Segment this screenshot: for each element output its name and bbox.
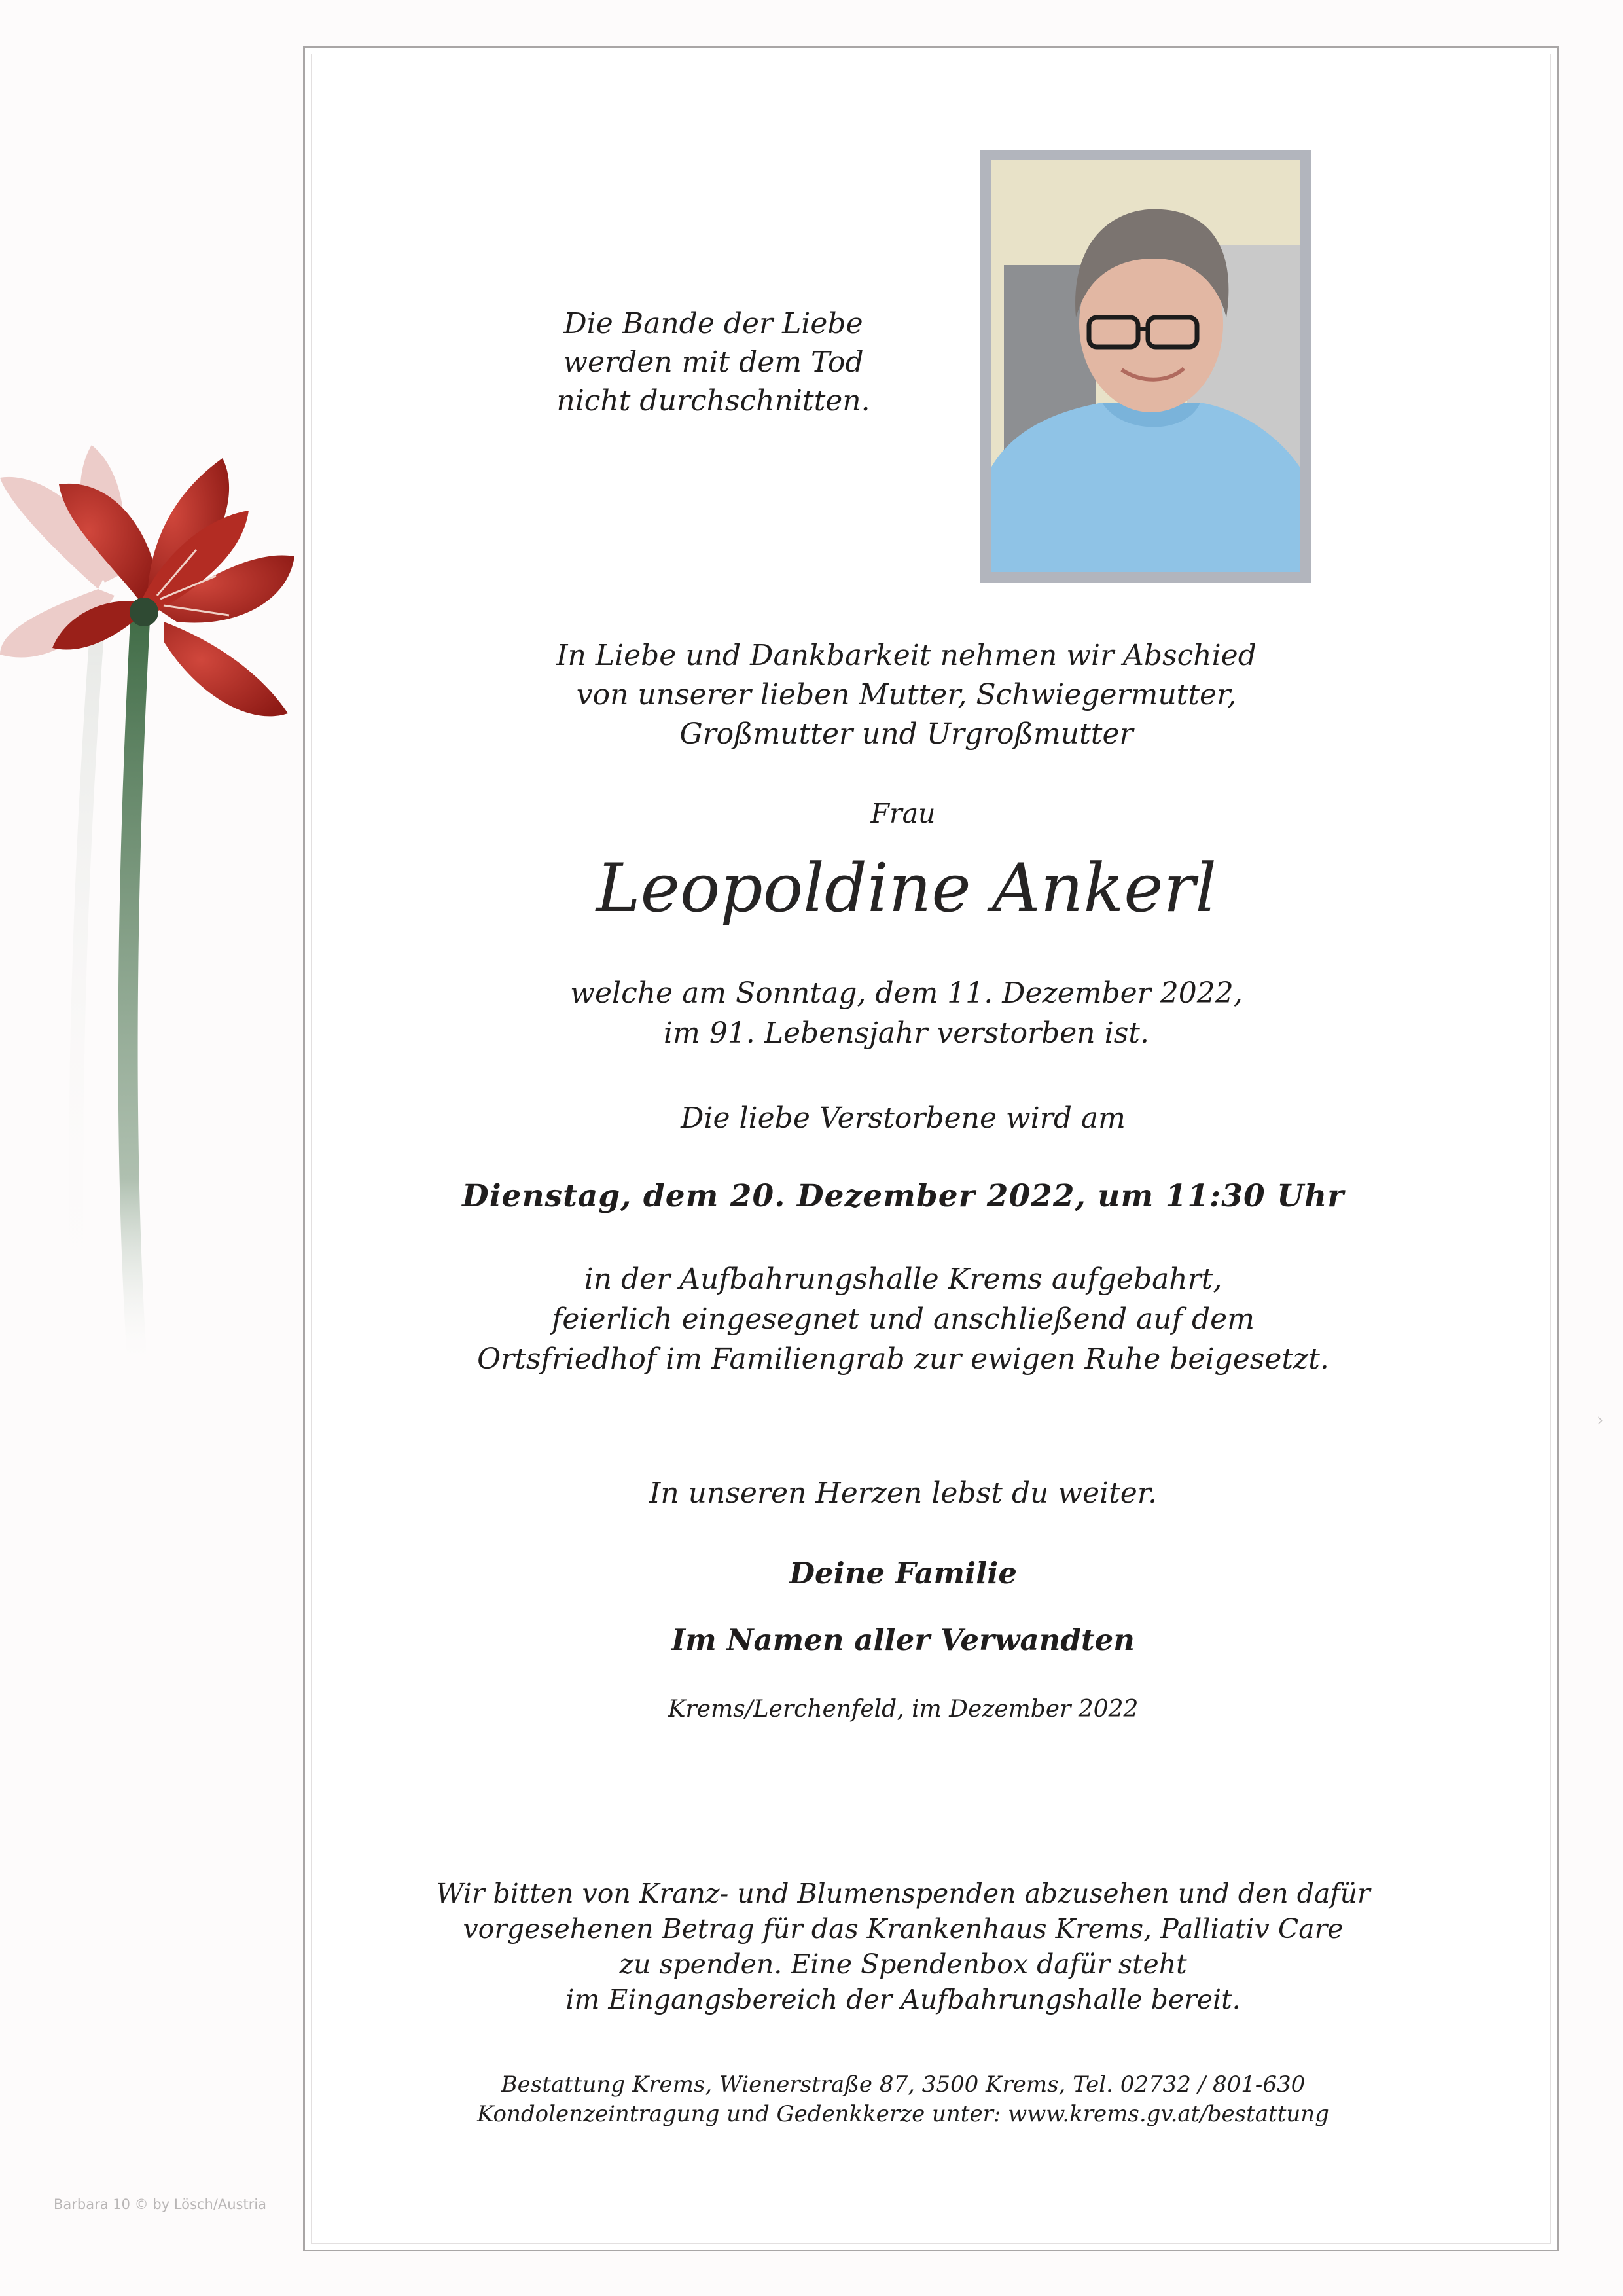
ceremony-line: in der Aufbahrungshalle Krems aufgebahrt, bbox=[584, 1263, 1222, 1296]
death-line: im 91. Lebensjahr verstorben ist. bbox=[664, 1016, 1149, 1050]
intro-line: von unserer lieben Mutter, Schwiegermutter, bbox=[576, 678, 1237, 711]
place-date: Krems/Lerchenfeld, im Dezember 2022 bbox=[668, 1696, 1139, 1723]
donation-line: zu spenden. Eine Spendenbox dafür steht bbox=[619, 1948, 1187, 1980]
ceremony-date: Dienstag, dem 20. Dezember 2022, um 11:30 Uhr bbox=[461, 1178, 1344, 1214]
intro-line: Großmutter und Urgroßmutter bbox=[679, 717, 1133, 751]
deceased-name: Leopoldine Ankerl bbox=[596, 850, 1217, 927]
footer-condolence-link: Kondolenzeintragung und Gedenkkerze unter: www.krems.gv.at/bestattung bbox=[477, 2101, 1329, 2127]
motto-line: nicht durchschnitten. bbox=[556, 384, 870, 418]
donation-request bbox=[432, 1876, 1374, 2017]
family-signature: Deine Familie bbox=[789, 1556, 1017, 1590]
funeral-home-footer bbox=[432, 2070, 1374, 2129]
footer-address: Bestattung Krems, Wienerstraße 87, 3500 Krems, Tel. 02732 / 801-630 bbox=[501, 2072, 1306, 2098]
donation-line: im Eingangsbereich der Aufbahrungshalle bereit. bbox=[565, 1984, 1241, 2015]
death-line: welche am Sonntag, dem 11. Dezember 2022, bbox=[570, 977, 1243, 1010]
portrait-frame bbox=[980, 150, 1311, 583]
relatives-signature: Im Namen aller Verwandten bbox=[671, 1623, 1135, 1657]
donation-line: vorgesehenen Betrag für das Krankenhaus Krems, Palliativ Care bbox=[463, 1913, 1344, 1945]
design-credit: Barbara 10 © by Lösch/Austria bbox=[54, 2197, 267, 2212]
ceremony-line: Ortsfriedhof im Familiengrab zur ewigen Ruhe beigesetzt. bbox=[477, 1342, 1329, 1376]
motto-quote bbox=[537, 304, 890, 420]
death-notice bbox=[497, 973, 1315, 1053]
ceremony-line: feierlich eingesegnet und anschließend auf dem bbox=[552, 1302, 1255, 1336]
farewell-intro bbox=[484, 636, 1329, 754]
stem bbox=[128, 609, 141, 1368]
donation-line: Wir bitten von Kranz- und Blumenspenden abzusehen und den dafür bbox=[436, 1878, 1370, 1909]
intro-line: In Liebe und Dankbarkeit nehmen wir Abschied bbox=[556, 639, 1257, 672]
closing-words: In unseren Herzen lebst du weiter. bbox=[649, 1477, 1158, 1510]
ceremony-announce: Die liebe Verstorbene wird am bbox=[681, 1102, 1126, 1135]
portrait-photo bbox=[991, 160, 1300, 572]
salutation: Frau bbox=[870, 798, 936, 829]
motto-line: Die Bande der Liebe bbox=[563, 307, 863, 340]
faded-flower bbox=[0, 445, 124, 1335]
ceremony-details bbox=[419, 1259, 1387, 1379]
page-mark: › bbox=[1597, 1410, 1604, 1430]
motto-line: werden mit dem Tod bbox=[563, 346, 864, 379]
